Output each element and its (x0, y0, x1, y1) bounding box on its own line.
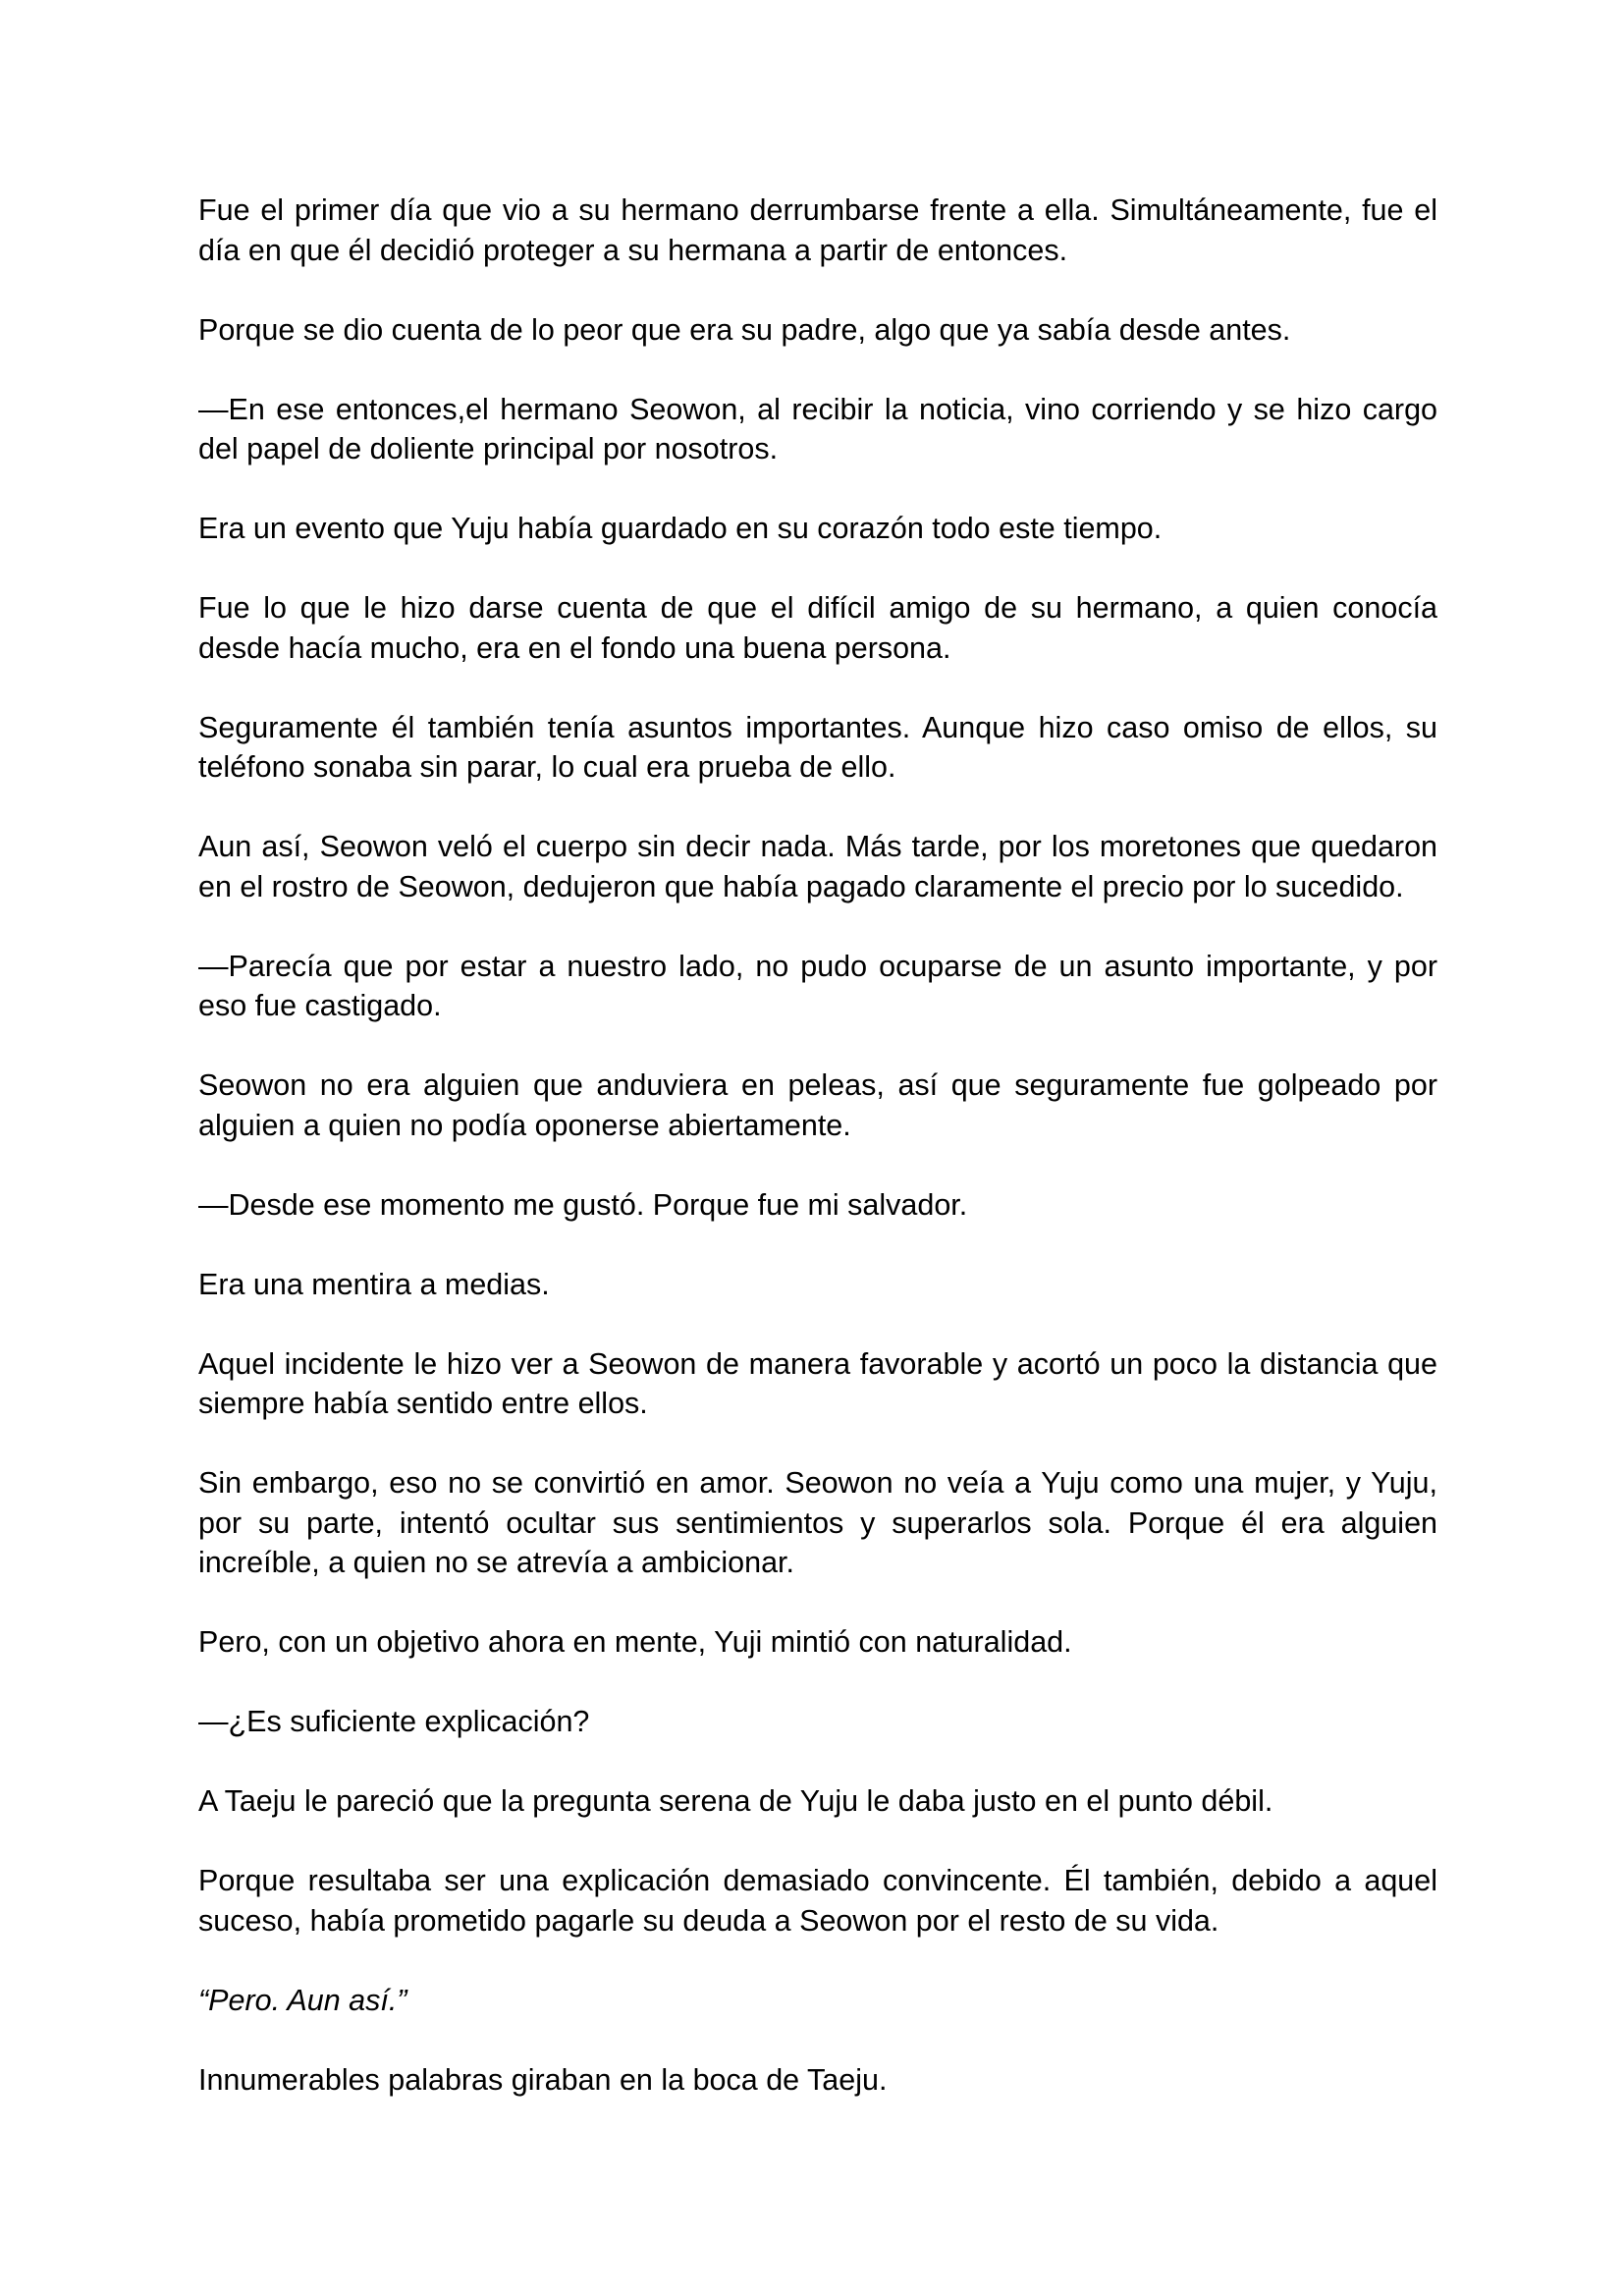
paragraph-1: Fue el primer día que vio a su hermano derrumbarse frente a ella. Simultáneamente, fue el día en que él decidió proteger a su hermana a partir de entonces. (198, 193, 1437, 267)
paragraph-9: Seowon no era alguien que anduviera en peleas, así que seguramente fue golpeado por alguien a quien no podía oponerse abiertamente. (198, 1068, 1437, 1142)
paragraph-12: Aquel incidente le hizo ver a Seowon de manera favorable y acortó un poco la distancia que siempre había sentido entre ellos. (198, 1346, 1437, 1420)
paragraph-15: —¿Es suficiente explicación? (198, 1705, 590, 1738)
paragraph-4: Era un evento que Yuju había guardado en su corazón todo este tiempo. (198, 512, 1163, 545)
paragraph-17: Porque resultaba ser una explicación demasiado convincente. Él también, debido a aquel suceso, había prometido pagarle su deuda a Seowon por el resto de su vida. (198, 1864, 1437, 1938)
paragraph-6: Seguramente él también tenía asuntos importantes. Aunque hizo caso omiso de ellos, su teléfono sonaba sin parar, lo cual era prueba de ello. (198, 710, 1437, 784)
paragraph-19: Innumerables palabras giraban en la boca de Taeju. (198, 2062, 888, 2097)
paragraph-5: Fue lo que le hizo darse cuenta de que el difícil amigo de su hermano, a quien conocía desde hacía mucho, era en el fondo una buena persona. (198, 591, 1437, 665)
paragraph-10: —Desde ese momento me gustó. Porque fue mi salvador. (198, 1187, 968, 1222)
paragraph-13: Sin embargo, eso no se convirtió en amor. Seowon no veía a Yuju como una mujer, y Yuju, por su parte, intentó ocultar sus sentimientos y superarlos sola. Porque él era alguien increíble, a quien no se atrevía a ambicionar. (198, 1466, 1437, 1579)
paragraph-14: Pero, con un objetivo ahora en mente, Yuji mintió con naturalidad. (198, 1625, 1072, 1659)
paragraph-2: Porque se dio cuenta de lo peor que era su padre, algo que ya sabía desde antes. (198, 312, 1291, 347)
paragraph-7: Aun así, Seowon veló el cuerpo sin decir nada. Más tarde, por los moretones que quedaron en el rostro de Seowon, dedujeron que había pagado claramente el precio por lo sucedido. (198, 830, 1437, 903)
document-page (198, 191, 1437, 2140)
paragraph-16: A Taeju le pareció que la pregunta serena de Yuju le daba justo en el punto débil. (198, 1784, 1273, 1818)
paragraph-8: —Parecía que por estar a nuestro lado, no pudo ocuparse de un asunto importante, y por eso fue castigado. (198, 949, 1437, 1022)
paragraph-18: “Pero. Aun así.” (198, 1983, 407, 2017)
paragraph-3: —En ese entonces,el hermano Seowon, al recibir la noticia, vino corriendo y se hizo cargo del papel de doliente principal por nosotros. (198, 392, 1437, 465)
paragraph-11: Era una mentira a medias. (198, 1267, 550, 1301)
